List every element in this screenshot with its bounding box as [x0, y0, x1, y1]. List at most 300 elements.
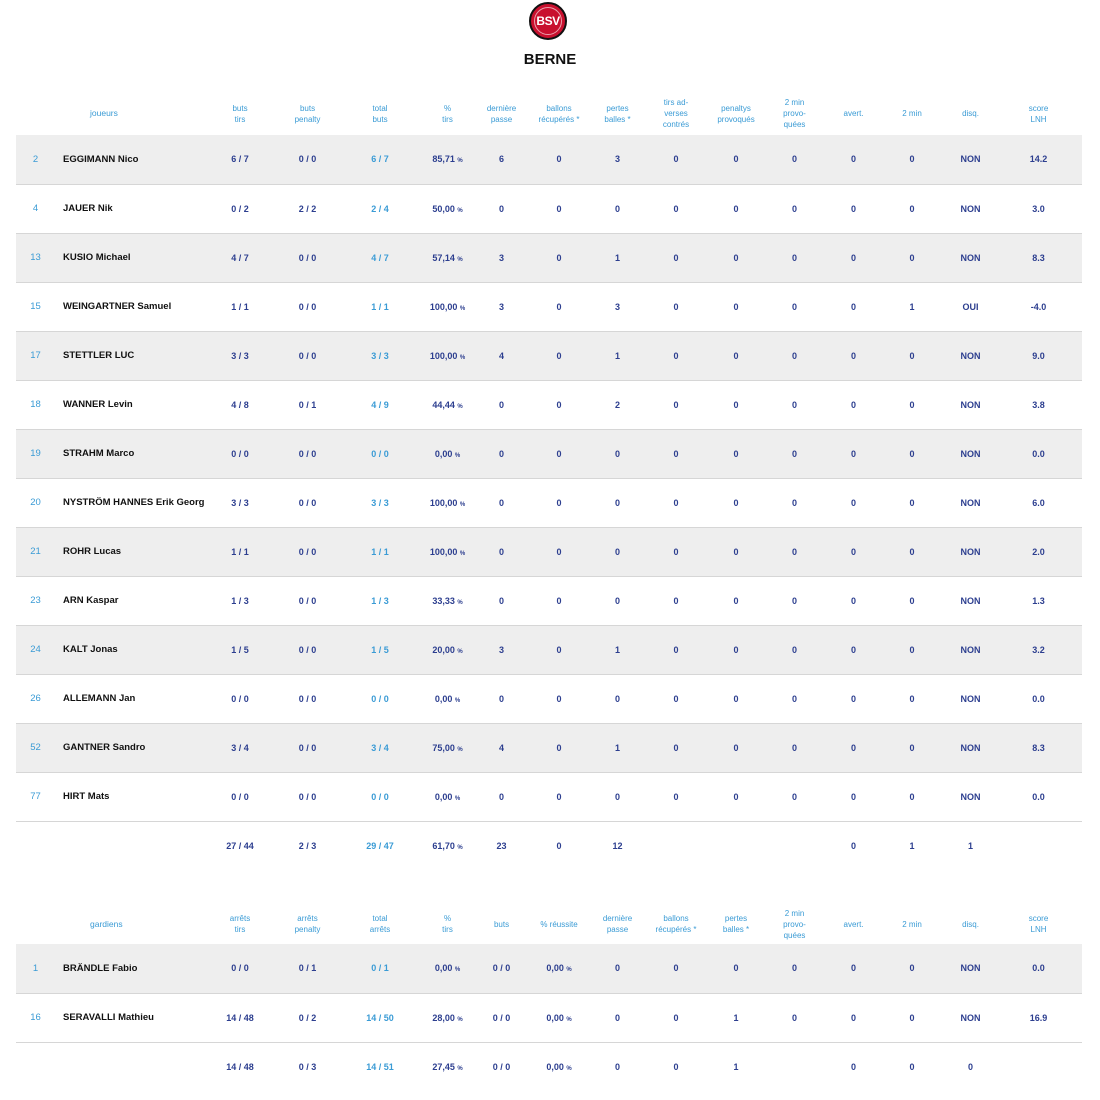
total-goals: 3 / 3	[371, 497, 389, 508]
two-min: 0	[909, 742, 915, 753]
header-assists: dernière passe	[602, 914, 633, 934]
score: 14.2	[1029, 154, 1048, 165]
header-blocks: tirs ad- verses contrés	[662, 98, 690, 129]
players-totals-row	[16, 821, 1082, 871]
steals: 0	[556, 742, 562, 753]
two-min-drawn: 0	[792, 399, 798, 410]
steals: 0	[556, 448, 562, 459]
total-goals: 3 / 3	[371, 350, 389, 361]
goals-penalty: 0 / 0	[298, 350, 317, 361]
total-goals: 1 / 1	[371, 546, 389, 557]
total-goals-penalty: 2 / 3	[298, 841, 317, 852]
shot-pct: 44,44 %	[432, 399, 463, 410]
player-name: WEINGARTNER Samuel	[63, 301, 172, 312]
header-goalkeepers: gardiens	[90, 918, 123, 929]
total-save-pct: 27,45 %	[432, 1062, 463, 1073]
player-number: 19	[30, 448, 41, 459]
total-turnovers: 12	[612, 841, 623, 852]
warnings: 0	[851, 301, 857, 312]
total-saves-shots: 14 / 48	[226, 1062, 254, 1073]
turnovers: 1	[615, 742, 621, 753]
players-table	[16, 92, 1082, 871]
score: 0.0	[1032, 693, 1045, 704]
two-min: 0	[909, 497, 915, 508]
header-2min: 2 min	[902, 919, 922, 929]
disqualified: NON	[960, 1012, 981, 1023]
two-min-drawn: 0	[792, 644, 798, 655]
turnovers: 2	[615, 399, 621, 410]
warnings: 0	[851, 497, 857, 508]
total-goals: 0 / 0	[371, 693, 389, 704]
score: 3.2	[1032, 644, 1045, 655]
warnings: 0	[851, 963, 857, 974]
header-saves-shots: arrêts tirs	[229, 914, 251, 934]
header-save-pct: % tirs	[442, 914, 453, 934]
goals-shots: 1 / 1	[231, 546, 249, 557]
assists: 0	[615, 963, 621, 974]
score: 3.0	[1032, 203, 1045, 214]
players-header-row	[16, 92, 1082, 135]
warnings: 0	[851, 399, 857, 410]
header-turnovers: pertes balles *	[722, 914, 750, 934]
steals: 0	[556, 644, 562, 655]
turnovers: 0	[615, 448, 621, 459]
warnings: 0	[851, 1012, 857, 1023]
two-min: 0	[909, 644, 915, 655]
steals: 0	[556, 252, 562, 263]
logo-text: BSV	[536, 14, 560, 28]
disqualified: NON	[960, 497, 981, 508]
total-goals: 4 / 9	[371, 399, 389, 410]
penalties-drawn: 0	[733, 350, 739, 361]
two-min: 0	[909, 791, 915, 802]
disqualified: NON	[960, 399, 981, 410]
player-name: STRAHM Marco	[63, 448, 135, 459]
header-assists: dernière passe	[486, 103, 517, 124]
blocks: 0	[673, 644, 679, 655]
player-number: 17	[30, 350, 41, 361]
assists: 3	[499, 644, 505, 655]
shot-pct: 100,00 %	[429, 350, 466, 361]
saves-penalty: 0 / 2	[298, 1012, 317, 1023]
score: 0.0	[1032, 963, 1045, 974]
player-row[interactable]	[16, 723, 1082, 772]
assists: 0	[499, 693, 505, 704]
player-name: NYSTRÖM HANNES Erik Georg	[63, 497, 205, 508]
saves-shots: 0 / 0	[231, 963, 249, 974]
header-2min-drawn: 2 min provo- quées	[783, 908, 806, 940]
two-min: 0	[909, 963, 915, 974]
header-turnovers: pertes balles *	[604, 103, 631, 124]
goals-shots: 0 / 0	[231, 448, 249, 459]
total-goals: 0 / 0	[371, 791, 389, 802]
player-number: 4	[32, 203, 39, 214]
player-number: 26	[30, 693, 41, 704]
header-disq: disq.	[962, 109, 979, 118]
blocks: 0	[673, 203, 679, 214]
warnings: 0	[851, 693, 857, 704]
two-min-drawn: 0	[792, 497, 798, 508]
two-min-drawn: 0	[792, 448, 798, 459]
turnovers: 0	[615, 203, 621, 214]
header-success-pct: % réussite	[540, 919, 578, 929]
shot-pct: 100,00 %	[429, 546, 466, 557]
player-name: KALT Jonas	[63, 644, 118, 655]
penalties-drawn: 0	[733, 791, 739, 802]
steals: 0	[556, 350, 562, 361]
player-name: ARN Kaspar	[63, 595, 119, 606]
two-min: 0	[909, 693, 915, 704]
penalties-drawn: 0	[733, 203, 739, 214]
goals-shots: 0 / 0	[231, 791, 249, 802]
two-min: 0	[909, 399, 915, 410]
two-min: 0	[909, 595, 915, 606]
shot-pct: 85,71 %	[432, 154, 463, 165]
warnings: 0	[851, 448, 857, 459]
disqualified: NON	[960, 693, 981, 704]
two-min: 0	[909, 448, 915, 459]
two-min: 0	[909, 350, 915, 361]
assists: 4	[499, 742, 505, 753]
assists: 0	[499, 497, 505, 508]
disqualified: OUI	[962, 301, 979, 312]
disqualified: NON	[960, 791, 981, 802]
assists: 3	[499, 301, 505, 312]
assists: 0	[499, 448, 505, 459]
penalties-drawn: 0	[733, 693, 739, 704]
two-min-drawn: 0	[792, 154, 798, 165]
assists: 0	[499, 203, 505, 214]
goalkeeper-row[interactable]	[16, 993, 1082, 1042]
penalties-drawn: 0	[733, 497, 739, 508]
player-row[interactable]	[16, 772, 1082, 821]
total-saves: 14 / 50	[366, 1012, 394, 1023]
goals-penalty: 0 / 0	[298, 693, 317, 704]
header-2min-drawn: 2 min provo- quées	[783, 98, 806, 129]
player-number: 16	[30, 1012, 41, 1023]
steals: 0	[673, 963, 679, 974]
goals-penalty: 0 / 0	[298, 448, 317, 459]
assists: 0	[499, 546, 505, 557]
goals-penalty: 0 / 0	[298, 252, 317, 263]
goals-shots: 4 / 8	[231, 399, 249, 410]
penalties-drawn: 0	[733, 154, 739, 165]
player-number: 2	[32, 153, 39, 165]
turnovers: 0	[615, 497, 621, 508]
penalties-drawn: 0	[733, 399, 739, 410]
header-2min: 2 min	[902, 109, 922, 118]
steals: 0	[556, 154, 562, 165]
shot-pct: 75,00 %	[432, 742, 463, 753]
turnovers: 3	[615, 154, 621, 165]
player-row[interactable]	[16, 282, 1082, 331]
penalties-drawn: 0	[733, 742, 739, 753]
disqualified: NON	[960, 350, 981, 361]
header-goals-shots: buts tirs	[232, 103, 248, 124]
goals-shots: 6 / 7	[231, 154, 249, 165]
penalties-drawn: 0	[733, 448, 739, 459]
two-min-drawn: 0	[792, 203, 798, 214]
player-name: WANNER Levin	[63, 399, 133, 410]
penalties-drawn: 0	[733, 546, 739, 557]
shot-pct: 0,00 %	[434, 448, 461, 459]
total-goals: 0 / 0	[492, 1062, 511, 1073]
warnings: 0	[851, 791, 857, 802]
header-total-goals: total buts	[372, 103, 388, 124]
warnings: 0	[851, 203, 857, 214]
total-total-goals: 29 / 47	[366, 841, 394, 852]
assists: 0	[615, 1012, 621, 1023]
player-number: 18	[30, 399, 41, 410]
player-row[interactable]	[16, 331, 1082, 380]
player-number: 23	[30, 595, 41, 606]
disqualified: NON	[960, 963, 981, 974]
penalties-drawn: 0	[733, 301, 739, 312]
two-min-drawn: 0	[792, 301, 798, 312]
total-goals: 1 / 3	[371, 595, 389, 606]
warnings: 0	[851, 742, 857, 753]
player-name: ROHR Lucas	[63, 546, 122, 557]
player-row[interactable]	[16, 135, 1082, 184]
turnovers: 3	[615, 301, 621, 312]
steals: 0	[556, 399, 562, 410]
turnovers: 0	[615, 546, 621, 557]
shot-pct: 20,00 %	[432, 644, 463, 655]
player-name: ALLEMANN Jan	[63, 693, 136, 704]
total-disq: 0	[968, 1062, 974, 1073]
two-min-drawn: 0	[792, 791, 798, 802]
goals-penalty: 0 / 0	[298, 497, 317, 508]
turnovers: 0	[615, 693, 621, 704]
score: -4.0	[1030, 301, 1047, 312]
two-min-drawn: 0	[792, 252, 798, 263]
player-number: 1	[32, 962, 39, 974]
total-warnings: 0	[851, 1062, 857, 1073]
shot-pct: 0,00 %	[434, 791, 461, 802]
steals: 0	[556, 546, 562, 557]
steals: 0	[556, 791, 562, 802]
success-pct: 0,00 %	[546, 1012, 572, 1023]
goalkeepers-table	[16, 904, 1082, 1092]
score: 0.0	[1032, 791, 1045, 802]
steals: 0	[673, 1012, 679, 1023]
warnings: 0	[851, 546, 857, 557]
header-score: score LNH	[1028, 914, 1049, 934]
player-row[interactable]	[16, 233, 1082, 282]
player-name: SERAVALLI Mathieu	[63, 1012, 154, 1023]
steals: 0	[556, 497, 562, 508]
shot-pct: 33,33 %	[432, 595, 463, 606]
disqualified: NON	[960, 203, 981, 214]
player-name: GANTNER Sandro	[63, 742, 146, 753]
blocks: 0	[673, 350, 679, 361]
goalkeepers-totals-row	[16, 1042, 1082, 1092]
shot-pct: 100,00 %	[429, 497, 466, 508]
two-min: 0	[909, 252, 915, 263]
total-saves: 0 / 1	[371, 963, 389, 974]
header-total-saves: total arrêts	[369, 914, 391, 934]
penalties-drawn: 0	[733, 595, 739, 606]
total-success-pct: 0,00 %	[546, 1062, 572, 1073]
blocks: 0	[673, 154, 679, 165]
goalkeepers-header-row	[16, 904, 1082, 944]
blocks: 0	[673, 546, 679, 557]
player-number: 77	[30, 791, 41, 802]
total-goals: 0 / 0	[371, 448, 389, 459]
total-two-min: 1	[909, 841, 915, 852]
warnings: 0	[851, 595, 857, 606]
two-min-drawn: 0	[792, 693, 798, 704]
score: 0.0	[1032, 448, 1045, 459]
two-min-drawn: 0	[792, 546, 798, 557]
blocks: 0	[673, 693, 679, 704]
disqualified: NON	[960, 448, 981, 459]
total-saves-penalty: 0 / 3	[298, 1062, 317, 1073]
player-number: 13	[30, 252, 41, 263]
two-min: 0	[909, 154, 915, 165]
blocks: 0	[673, 595, 679, 606]
total-assists: 23	[496, 841, 507, 852]
total-goals: 1 / 5	[371, 644, 389, 655]
goals-penalty: 0 / 0	[298, 791, 317, 802]
total-two-min: 0	[909, 1062, 915, 1073]
goals: 0 / 0	[492, 1012, 511, 1023]
turnovers: 0	[615, 595, 621, 606]
header-score: score LNH	[1028, 103, 1049, 124]
header-goals-penalty: buts penalty	[294, 103, 321, 124]
team-name: BERNE	[523, 51, 577, 68]
goals-shots: 4 / 7	[231, 252, 249, 263]
blocks: 0	[673, 791, 679, 802]
player-row[interactable]	[16, 674, 1082, 723]
player-row[interactable]	[16, 527, 1082, 576]
score: 16.9	[1029, 1012, 1048, 1023]
warnings: 0	[851, 644, 857, 655]
total-total-saves: 14 / 51	[366, 1062, 394, 1073]
blocks: 0	[673, 301, 679, 312]
goals-shots: 3 / 3	[231, 497, 249, 508]
total-disq: 1	[968, 841, 974, 852]
goals-penalty: 0 / 0	[298, 742, 317, 753]
goals-shots: 1 / 5	[231, 644, 249, 655]
player-row[interactable]	[16, 429, 1082, 478]
player-name: JAUER Nik	[63, 203, 113, 214]
steals: 0	[556, 595, 562, 606]
disqualified: NON	[960, 154, 981, 165]
score: 8.3	[1032, 742, 1045, 753]
total-steals: 0	[556, 841, 562, 852]
assists: 6	[499, 154, 505, 165]
steals: 0	[556, 301, 562, 312]
player-row[interactable]	[16, 184, 1082, 233]
warnings: 0	[851, 350, 857, 361]
two-min: 0	[909, 546, 915, 557]
two-min-drawn: 0	[792, 595, 798, 606]
player-row[interactable]	[16, 478, 1082, 527]
penalties-drawn: 0	[733, 252, 739, 263]
player-number: 15	[30, 301, 41, 312]
saves-penalty: 0 / 1	[298, 963, 317, 974]
player-name: HIRT Mats	[63, 791, 110, 802]
shot-pct: 0,00 %	[434, 693, 461, 704]
goals-penalty: 0 / 0	[298, 154, 317, 165]
header-warnings: avert.	[843, 109, 864, 118]
shot-pct: 50,00 %	[432, 203, 463, 214]
header-disq: disq.	[962, 919, 979, 929]
total-assists: 0	[615, 1062, 621, 1073]
player-number: 24	[30, 644, 41, 655]
score: 6.0	[1032, 497, 1045, 508]
header-steals: ballons récupérés *	[538, 103, 580, 124]
shot-pct: 57,14 %	[432, 252, 463, 263]
total-steals: 0	[673, 1062, 679, 1073]
turnovers: 1	[733, 1012, 739, 1023]
total-warnings: 0	[851, 841, 857, 852]
player-name: BRÄNDLE Fabio	[63, 962, 138, 974]
goals-penalty: 0 / 0	[298, 644, 317, 655]
goals-penalty: 0 / 0	[298, 595, 317, 606]
player-number: 20	[30, 497, 41, 508]
disqualified: NON	[960, 252, 981, 263]
two-min-drawn: 0	[792, 1012, 798, 1023]
disqualified: NON	[960, 595, 981, 606]
score: 8.3	[1032, 252, 1045, 263]
save-pct: 28,00 %	[432, 1012, 463, 1023]
player-name: EGGIMANN Nico	[63, 153, 139, 165]
player-name: STETTLER LUC	[63, 350, 135, 361]
header-shot-pct: % tirs	[442, 103, 453, 124]
two-min: 0	[909, 203, 915, 214]
player-row[interactable]	[16, 380, 1082, 429]
warnings: 0	[851, 154, 857, 165]
goals-penalty: 2 / 2	[298, 203, 317, 214]
goalkeeper-row[interactable]	[16, 944, 1082, 993]
player-name: KUSIO Michael	[63, 252, 131, 263]
blocks: 0	[673, 448, 679, 459]
two-min: 1	[909, 301, 915, 312]
score: 9.0	[1032, 350, 1045, 361]
score: 1.3	[1032, 595, 1045, 606]
goals-shots: 1 / 3	[231, 595, 249, 606]
blocks: 0	[673, 497, 679, 508]
goals-shots: 3 / 4	[231, 742, 249, 753]
disqualified: NON	[960, 644, 981, 655]
goals-penalty: 0 / 1	[298, 399, 317, 410]
turnovers: 1	[615, 350, 621, 361]
total-goals: 2 / 4	[371, 203, 389, 214]
total-turnovers: 1	[733, 1062, 739, 1073]
goals-penalty: 0 / 0	[298, 301, 317, 312]
assists: 0	[499, 791, 505, 802]
turnovers: 0	[733, 963, 739, 974]
header-warnings: avert.	[843, 919, 864, 929]
two-min: 0	[909, 1012, 915, 1023]
total-goals: 6 / 7	[371, 154, 389, 165]
two-min-drawn: 0	[792, 350, 798, 361]
total-shot-pct: 61,70 %	[432, 841, 463, 852]
goals-shots: 0 / 2	[231, 203, 249, 214]
goals-penalty: 0 / 0	[298, 546, 317, 557]
player-row[interactable]	[16, 625, 1082, 674]
blocks: 0	[673, 742, 679, 753]
total-goals-shots: 27 / 44	[226, 841, 254, 852]
goals-shots: 0 / 0	[231, 693, 249, 704]
player-row[interactable]	[16, 576, 1082, 625]
header-saves-penalty: arrêts penalty	[294, 914, 321, 934]
warnings: 0	[851, 252, 857, 263]
turnovers: 1	[615, 252, 621, 263]
assists: 4	[499, 350, 505, 361]
